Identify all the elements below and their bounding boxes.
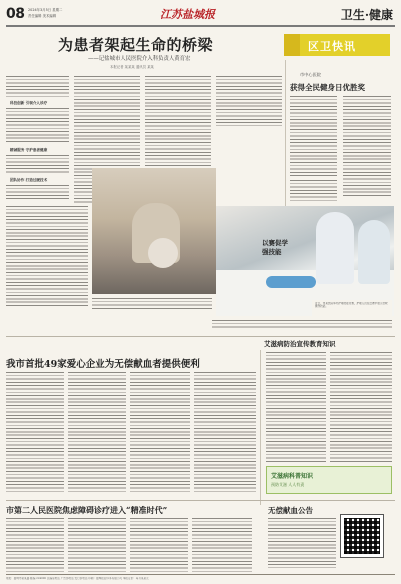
news-body-col-2 (343, 96, 391, 196)
masthead (0, 0, 401, 30)
blood-body-col-1 (6, 372, 64, 494)
announcement-title: 无偿献血公告 (268, 506, 313, 515)
lead-title: 为患者架起生命的桥梁 (58, 36, 214, 54)
photo-caption-small-text: 近日，市某医院举办护理技能竞赛，护理人员在比赛中展示急救操作技能。 (315, 302, 388, 309)
masthead-rule (6, 25, 395, 27)
footer-text: 地址：盐城市某某路 邮编 224000 总编室电话 广告部电话 发行部电话 印刷：盐城报业印务有限公司 本报定价：每月某某元 (6, 577, 149, 580)
lead-byline: 本报记者 某某某 通讯员 某某 (110, 65, 154, 69)
lead-body-col-6 (92, 298, 212, 310)
lead-body-col-7 (212, 320, 392, 330)
footer-rule (6, 574, 395, 575)
rule-lower (6, 500, 395, 501)
blood-body-col-2 (68, 372, 126, 494)
anxiety-body-col-1 (6, 518, 64, 572)
aids-body-col-2 (330, 352, 392, 464)
photo-nurse-1 (316, 212, 354, 284)
qr-code-pattern (344, 518, 380, 554)
page-number: 08 (6, 6, 25, 22)
lead-body-col-5 (6, 206, 88, 306)
news-headline: 获得全民健身日优胜奖 (290, 83, 365, 92)
lead-subhead-2: 精诚服务 守护患者健康 (10, 148, 48, 152)
photo-manikin (148, 238, 178, 268)
column-divider (285, 60, 286, 210)
lead-body-col-1c (6, 155, 69, 175)
ad-box-title: 艾滋病科普知识 (271, 473, 314, 480)
aids-headline: 艾滋病防治宣传教育知识 (264, 340, 336, 348)
ad-box (266, 466, 392, 494)
right-divider-lower (260, 350, 261, 505)
news-banner (284, 34, 390, 56)
anxiety-body-col-3 (130, 518, 188, 572)
anxiety-headline: 市第二人民医院焦虑障碍诊疗进入“精准时代” (6, 505, 168, 515)
news-label: 市中心医院 (300, 72, 321, 77)
news-body-col-1 (290, 96, 337, 176)
editor-line: 责任编辑 美术编辑 (28, 14, 57, 18)
rule-mid (6, 336, 395, 337)
date-line: 2024年3月5日 星期二 (28, 8, 63, 12)
aids-body-col-1 (266, 352, 326, 464)
lead-photo (92, 168, 216, 294)
ad-box-subtitle: 预防艾滋 人人有责 (271, 482, 305, 487)
blood-body-col-4 (194, 372, 256, 494)
lead-subhead-1: 科技创新 引领介入诊疗 (10, 101, 48, 105)
lead-subtitle: ——记盐城市人民医院介入科负责人黄育宏 (88, 56, 191, 62)
qr-code (340, 514, 384, 558)
lead-subhead-3: 团队协作 打造过硬技术 (10, 178, 48, 182)
anxiety-body-col-4 (192, 518, 252, 572)
photo-caption-big: 以赛促学 强技能 (262, 239, 288, 256)
anxiety-body-col-2 (68, 518, 126, 572)
photo-sleeve (266, 276, 316, 288)
lead-body-col-1b (6, 108, 69, 144)
blood-body-col-3 (130, 372, 190, 494)
section-title: 卫生·健康 (340, 8, 393, 22)
lead-body-col-4 (216, 76, 282, 126)
news-body-col-3 (290, 180, 337, 202)
photo-nurse-2 (358, 220, 390, 284)
news-banner-accent (284, 34, 300, 56)
news-banner-text: 区卫快讯 (308, 40, 356, 53)
paper-logo: 江苏盐城报 (160, 8, 215, 21)
lead-body-col-1 (6, 76, 69, 98)
announcement-body (268, 518, 336, 568)
blood-headline: 我市首批49家爱心企业为无偿献血者提供便利 (6, 359, 200, 370)
lead-body-col-1d (6, 185, 69, 199)
